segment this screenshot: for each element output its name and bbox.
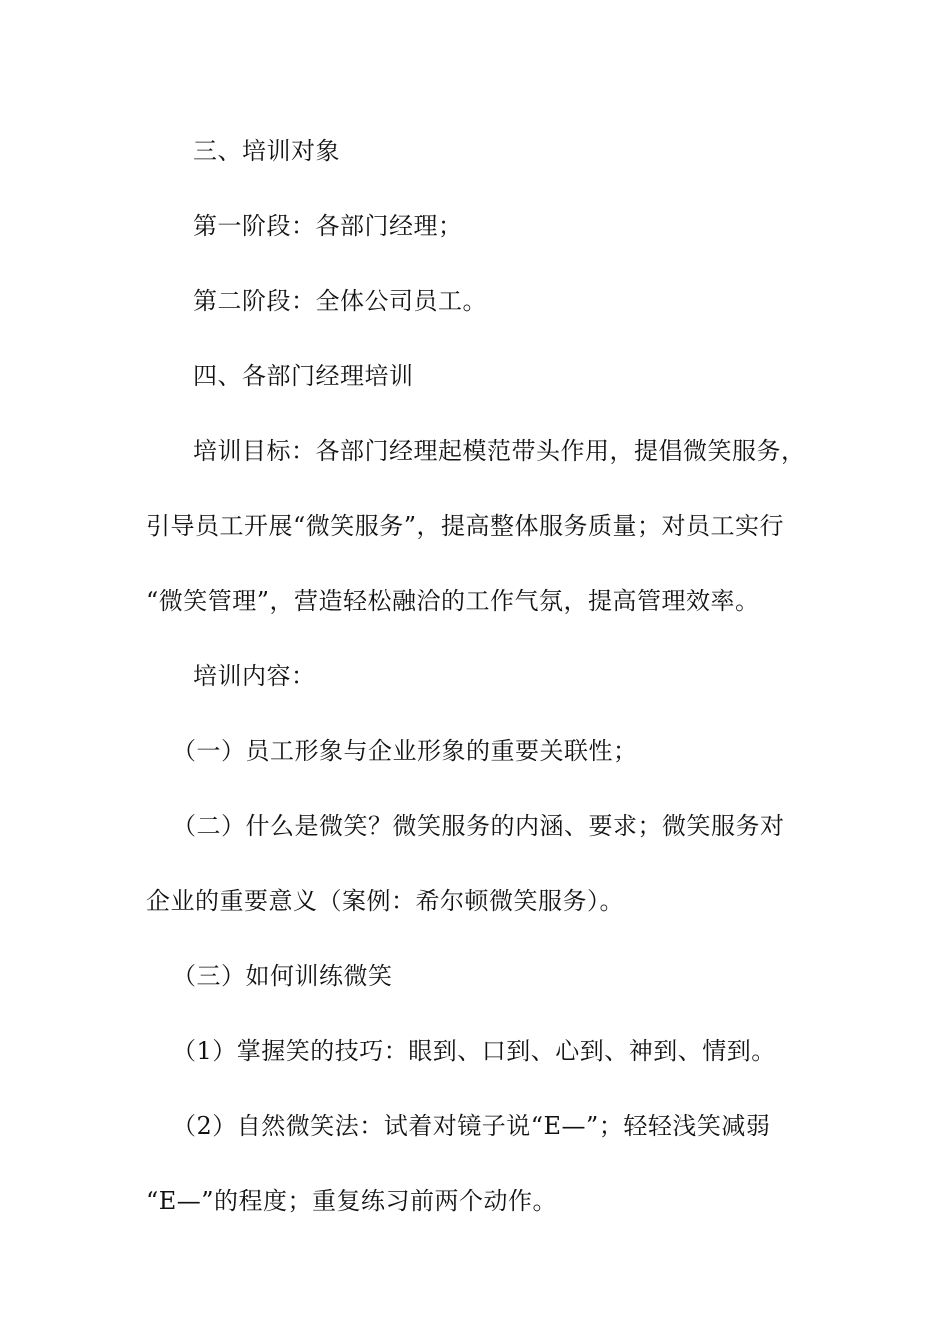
list-item-three: （三）如何训练微笑 xyxy=(172,962,393,990)
list-item-two-line-1: （二）什么是微笑？微笑服务的内涵、要求；微笑服务对 xyxy=(172,812,785,840)
paragraph-stage-two: 第二阶段：全体公司员工。 xyxy=(193,287,487,315)
sub-item-one: （1）掌握笑的技巧：眼到、口到、心到、神到、情到。 xyxy=(172,1037,776,1065)
paragraph-training-goal-line-3: “微笑管理”，营造轻松融洽的工作气氛，提高管理效率。 xyxy=(146,587,760,615)
paragraph-training-goal-line-1: 培训目标：各部门经理起模范带头作用，提倡微笑服务， xyxy=(193,437,806,465)
list-item-one: （一）员工形象与企业形象的重要关联性； xyxy=(172,737,638,765)
paragraph-training-goal-line-2: 引导员工开展“微笑服务”，提高整体服务质量；对员工实行 xyxy=(146,512,785,540)
section-heading-manager-training: 四、各部门经理培训 xyxy=(193,362,414,390)
section-heading-training-targets: 三、培训对象 xyxy=(193,137,340,165)
list-item-two-line-2: 企业的重要意义（案例：希尔顿微笑服务）。 xyxy=(146,887,624,915)
sub-item-two-line-1: （2）自然微笑法：试着对镜子说“E—”；轻轻浅笑减弱 xyxy=(172,1112,771,1140)
paragraph-stage-one: 第一阶段：各部门经理； xyxy=(193,212,463,240)
paragraph-training-content-label: 培训内容： xyxy=(193,662,316,690)
sub-item-two-line-2: “E—”的程度；重复练习前两个动作。 xyxy=(146,1187,558,1215)
